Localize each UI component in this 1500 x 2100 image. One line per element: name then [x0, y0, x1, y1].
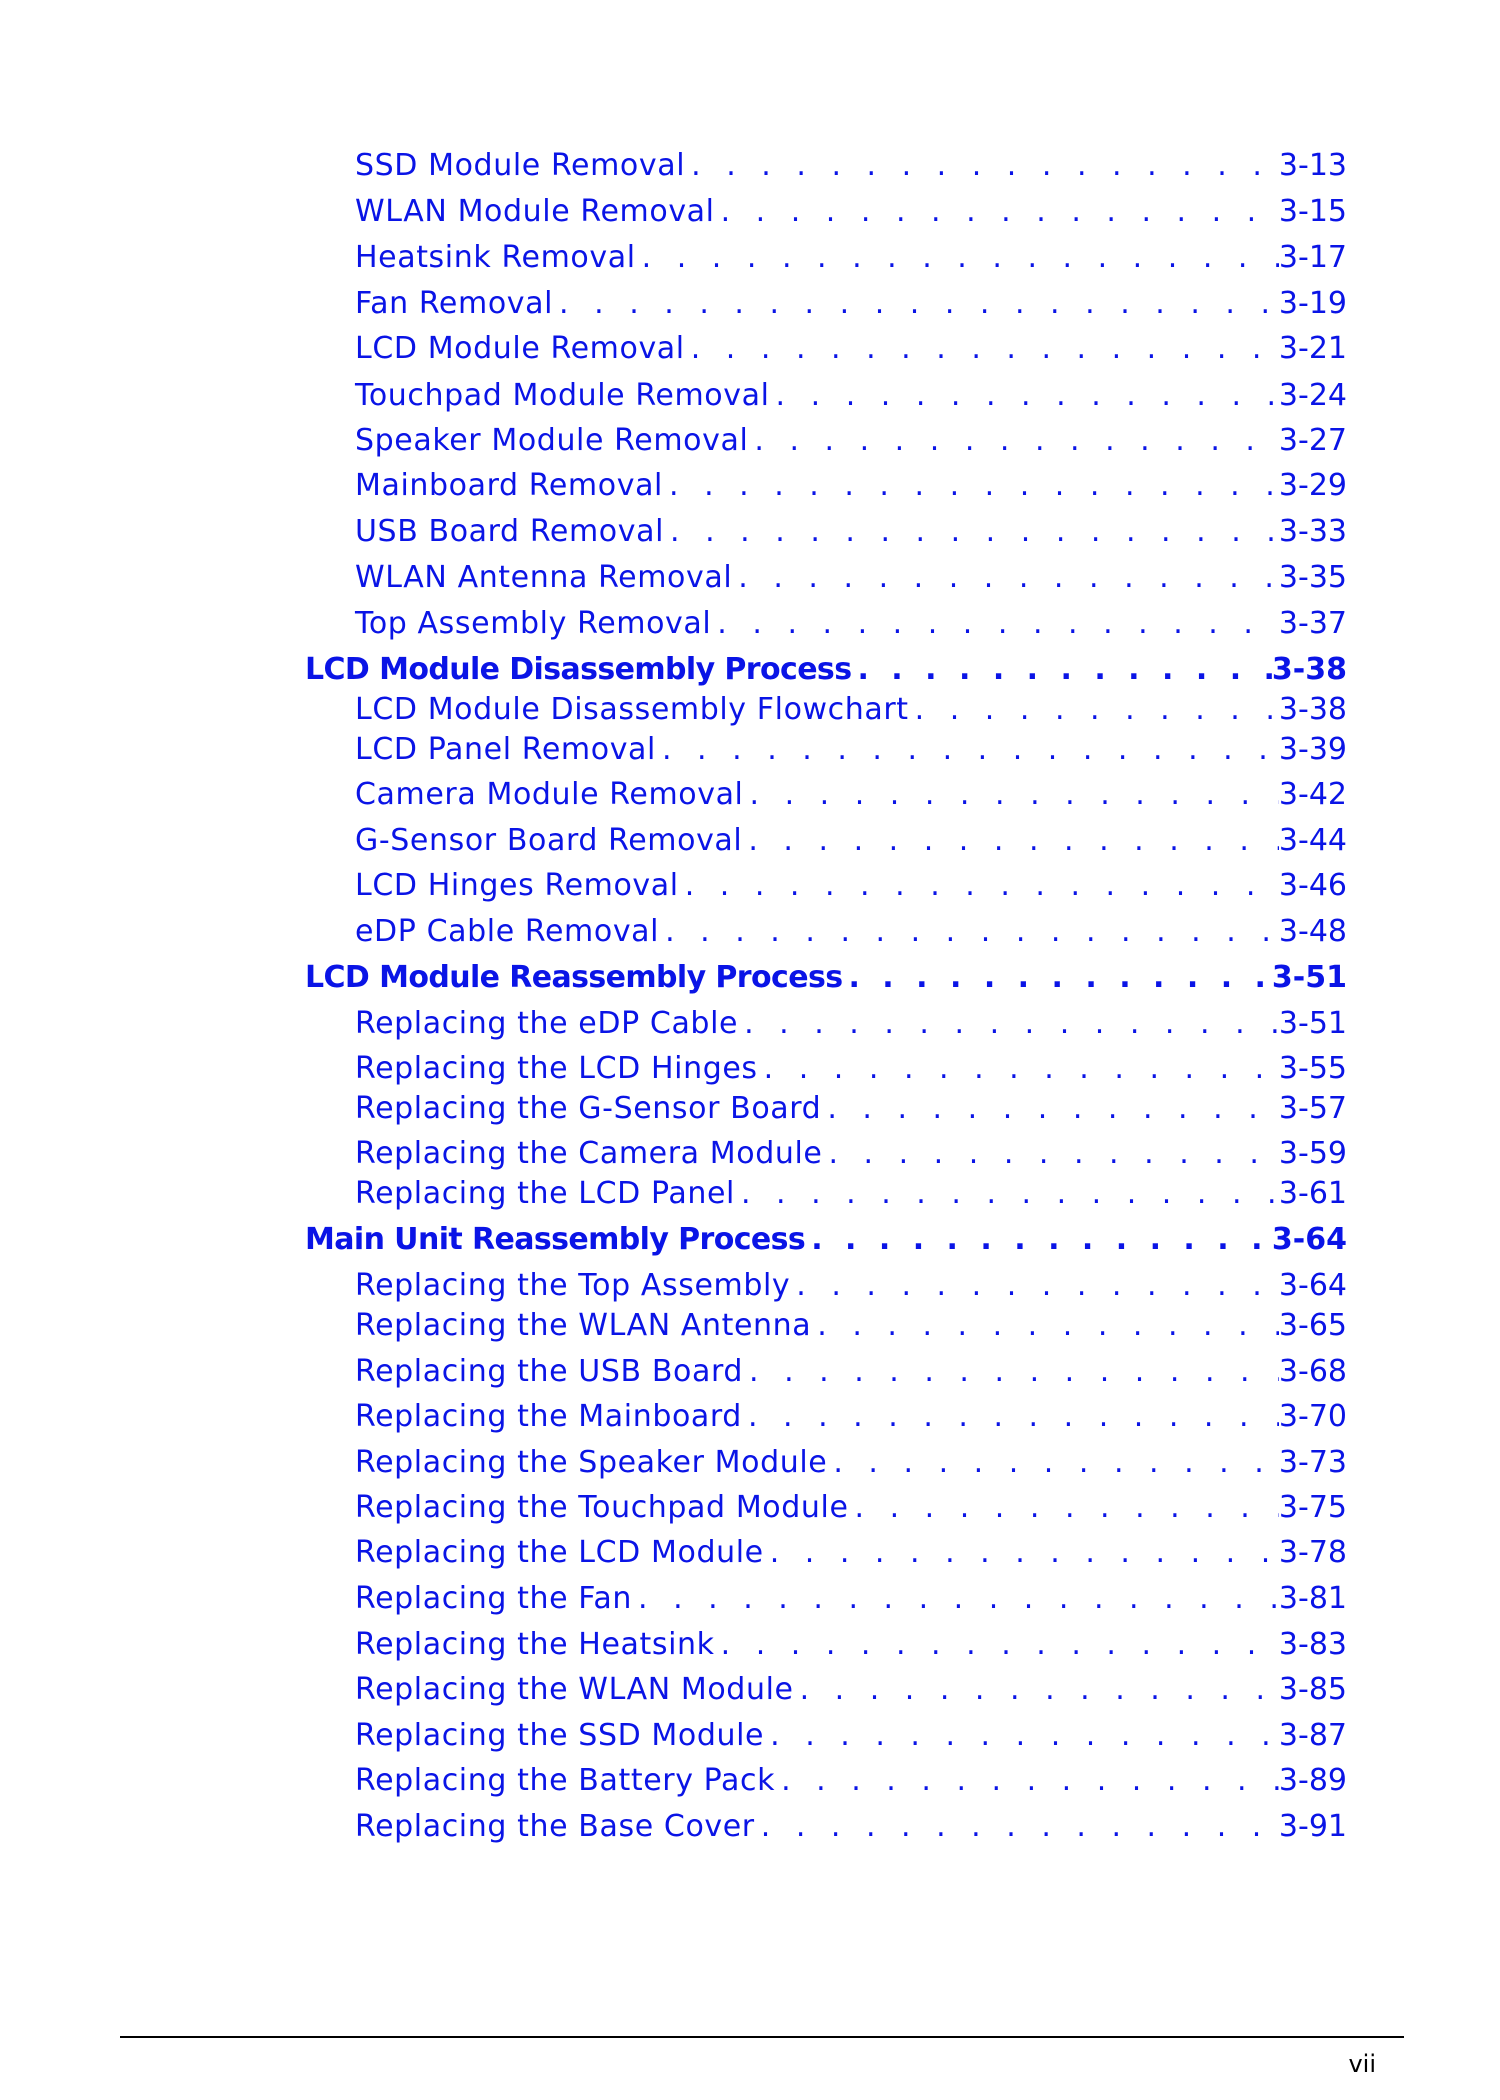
dot-leader: [738, 1006, 1279, 1041]
toc-entry-title: WLAN Module Removal: [355, 194, 715, 229]
toc-entry-title: LCD Panel Removal: [355, 732, 656, 767]
dot-leader: [742, 1399, 1279, 1434]
toc-entry-page-number: 3-64: [1271, 1222, 1347, 1257]
toc-entry-page-number: 3-33: [1278, 514, 1347, 549]
toc-entry-link[interactable]: [355, 286, 1347, 321]
toc-entry-link[interactable]: [355, 1581, 1347, 1616]
toc-entry-link[interactable]: [355, 1445, 1347, 1480]
toc-entry-page-number: 3-42: [1278, 777, 1347, 812]
toc-entry-page-number: 3-24: [1278, 378, 1347, 413]
dot-leader: [822, 1136, 1278, 1171]
toc-entry-link[interactable]: [355, 514, 1347, 549]
toc-entry-title: Heatsink Removal: [355, 240, 636, 275]
toc-entry-page-number: 3-85: [1278, 1672, 1347, 1707]
toc-entry-title: eDP Cable Removal: [355, 914, 660, 949]
toc-entry-title: Camera Module Removal: [355, 777, 744, 812]
toc-entry-page-number: 3-75: [1278, 1490, 1347, 1525]
dot-leader: [755, 1809, 1279, 1844]
toc-entry-page-number: 3-21: [1278, 331, 1347, 366]
toc-entry-link[interactable]: [355, 378, 1347, 413]
toc-entry-page-number: 3-51: [1271, 960, 1347, 995]
dot-leader: [715, 194, 1279, 229]
toc-entry-title: Replacing the WLAN Antenna: [355, 1308, 812, 1343]
toc-entry-title: Main Unit Reassembly Process: [305, 1222, 806, 1257]
dot-leader: [636, 240, 1279, 275]
toc-entry-page-number: 3-35: [1278, 560, 1347, 595]
toc-entry-title: LCD Hinges Removal: [355, 868, 679, 903]
toc-entry-page-number: 3-59: [1278, 1136, 1347, 1171]
toc-entry-link[interactable]: [355, 1051, 1347, 1086]
toc-entry-page-number: 3-64: [1278, 1268, 1347, 1303]
toc-entry-page-number: 3-51: [1278, 1006, 1347, 1041]
toc-entry-link[interactable]: [355, 1809, 1347, 1844]
dot-leader: [735, 1176, 1279, 1211]
toc-entry-page-number: 3-87: [1278, 1718, 1347, 1753]
dot-leader: [758, 1051, 1279, 1086]
toc-entry-link[interactable]: [355, 777, 1347, 812]
dot-leader: [743, 1354, 1279, 1389]
toc-entry-link[interactable]: [355, 1176, 1347, 1211]
dot-leader: [770, 378, 1279, 413]
toc-entry-page-number: 3-55: [1278, 1051, 1347, 1086]
toc-entry-title: Replacing the SSD Module: [355, 1718, 765, 1753]
toc-entry-page-number: 3-44: [1278, 823, 1347, 858]
toc-entry-title: Replacing the Base Cover: [355, 1809, 755, 1844]
toc-entry-title: Replacing the Touchpad Module: [355, 1490, 849, 1525]
toc-entry-link[interactable]: [355, 1490, 1347, 1525]
dot-leader: [849, 1490, 1279, 1525]
toc-entry-page-number: 3-70: [1278, 1399, 1347, 1434]
dot-leader: [821, 1091, 1279, 1126]
toc-entry-title: SSD Module Removal: [355, 148, 686, 183]
toc-entry-title: G-Sensor Board Removal: [355, 823, 743, 858]
toc-section-link[interactable]: [305, 960, 1347, 995]
toc-entry-link[interactable]: [355, 606, 1347, 641]
dot-leader: [659, 914, 1279, 949]
toc-entry-link[interactable]: [355, 1136, 1347, 1171]
toc-entry-page-number: 3-38: [1271, 652, 1347, 687]
toc-entry-link[interactable]: [355, 331, 1347, 366]
toc-entry-page-number: 3-39: [1278, 732, 1347, 767]
toc-entry-title: Replacing the Top Assembly: [355, 1268, 791, 1303]
toc-entry-title: Speaker Module Removal: [355, 423, 749, 458]
toc-entry-link[interactable]: [355, 1308, 1347, 1343]
toc-entry-title: Replacing the USB Board: [355, 1354, 743, 1389]
toc-entry-title: LCD Module Disassembly Flowchart: [355, 692, 909, 727]
toc-entry-page-number: 3-13: [1278, 148, 1347, 183]
toc-entry-page-number: 3-73: [1278, 1445, 1347, 1480]
toc-entry-page-number: 3-57: [1278, 1091, 1347, 1126]
dot-leader: [663, 468, 1279, 503]
dot-leader: [711, 606, 1279, 641]
toc-entry-link[interactable]: [355, 1763, 1347, 1798]
toc-entry-link[interactable]: [355, 1091, 1347, 1126]
dot-leader: [790, 1268, 1279, 1303]
toc-entry-link[interactable]: [355, 732, 1347, 767]
toc-entry-link[interactable]: [355, 692, 1347, 727]
toc-entry-title: LCD Module Removal: [355, 331, 685, 366]
toc-entry-page-number: 3-65: [1278, 1308, 1347, 1343]
toc-entry-title: Replacing the Fan: [355, 1581, 633, 1616]
dot-leader: [748, 423, 1279, 458]
toc-entry-link[interactable]: [355, 823, 1347, 858]
dot-leader: [909, 692, 1279, 727]
toc-entry-title: Top Assembly Removal: [355, 606, 712, 641]
dot-leader: [851, 652, 1271, 687]
toc-entry-title: Replacing the WLAN Module: [355, 1672, 794, 1707]
dot-leader: [794, 1672, 1279, 1707]
toc-entry-link[interactable]: [355, 1354, 1347, 1389]
toc-entry-page-number: 3-38: [1278, 692, 1347, 727]
toc-entry-page-number: 3-48: [1278, 914, 1347, 949]
toc-entry-link[interactable]: [355, 1399, 1347, 1434]
footer-divider: [120, 2036, 1404, 2038]
dot-leader: [764, 1535, 1279, 1570]
dot-leader: [732, 560, 1279, 595]
toc-entry-page-number: 3-37: [1278, 606, 1347, 641]
toc-entry-page-number: 3-15: [1278, 194, 1347, 229]
toc-entry-title: LCD Module Reassembly Process: [305, 960, 843, 995]
dot-leader: [805, 1222, 1272, 1257]
toc-entry-title: Replacing the LCD Module: [355, 1535, 764, 1570]
dot-leader: [664, 514, 1279, 549]
toc-entry-link[interactable]: [355, 1006, 1347, 1041]
toc-entry-link[interactable]: [355, 1718, 1347, 1753]
toc-entry-link[interactable]: [355, 194, 1347, 229]
dot-leader: [742, 823, 1279, 858]
page-number: vii: [1348, 2050, 1376, 2078]
dot-leader: [827, 1445, 1279, 1480]
dot-leader: [842, 960, 1271, 995]
toc-entry-title: Replacing the Heatsink: [355, 1627, 715, 1662]
dot-leader: [685, 331, 1279, 366]
dot-leader: [811, 1308, 1279, 1343]
toc-entry-title: Touchpad Module Removal: [355, 378, 770, 413]
toc-entry-page-number: 3-78: [1278, 1535, 1347, 1570]
toc-entry-page-number: 3-89: [1278, 1763, 1347, 1798]
toc-entry-title: Replacing the Speaker Module: [355, 1445, 828, 1480]
toc-entry-title: LCD Module Disassembly Process: [305, 652, 852, 687]
dot-leader: [553, 286, 1279, 321]
toc-entry-title: Replacing the eDP Cable: [355, 1006, 739, 1041]
toc-entry-page-number: 3-29: [1278, 468, 1347, 503]
toc-entry-title: Replacing the Battery Pack: [355, 1763, 776, 1798]
dot-leader: [715, 1627, 1279, 1662]
toc-entry-link[interactable]: [355, 468, 1347, 503]
toc-entry-page-number: 3-91: [1278, 1809, 1347, 1844]
toc-entry-link[interactable]: [355, 423, 1347, 458]
toc-entry-page-number: 3-68: [1278, 1354, 1347, 1389]
toc-entry-page-number: 3-19: [1278, 286, 1347, 321]
toc-entry-page-number: 3-61: [1278, 1176, 1347, 1211]
toc-entry-link[interactable]: [355, 1672, 1347, 1707]
toc-entry-link[interactable]: [355, 240, 1347, 275]
toc-entry-title: Fan Removal: [355, 286, 554, 321]
dot-leader: [775, 1763, 1279, 1798]
dot-leader: [744, 777, 1279, 812]
dot-leader: [656, 732, 1279, 767]
dot-leader: [685, 148, 1279, 183]
toc-entry-link[interactable]: [355, 1535, 1347, 1570]
toc-entry-page-number: 3-46: [1278, 868, 1347, 903]
toc-section-link[interactable]: [305, 1222, 1347, 1257]
toc-entry-link[interactable]: [355, 148, 1347, 183]
toc-entry-page-number: 3-81: [1278, 1581, 1347, 1616]
toc-entry-title: Replacing the Camera Module: [355, 1136, 823, 1171]
toc-entry-page-number: 3-83: [1278, 1627, 1347, 1662]
toc-entry-title: Replacing the LCD Hinges: [355, 1051, 758, 1086]
toc-section-link[interactable]: [305, 652, 1347, 687]
toc-entry-link[interactable]: [355, 914, 1347, 949]
toc-entry-page-number: 3-17: [1278, 240, 1347, 275]
toc-entry-link[interactable]: [355, 868, 1347, 903]
toc-entry-link[interactable]: [355, 560, 1347, 595]
dot-leader: [679, 868, 1279, 903]
toc-entry-title: Replacing the G-Sensor Board: [355, 1091, 822, 1126]
toc-entry-link[interactable]: [355, 1627, 1347, 1662]
dot-leader: [632, 1581, 1279, 1616]
toc-entry-link[interactable]: [355, 1268, 1347, 1303]
toc-entry-title: WLAN Antenna Removal: [355, 560, 733, 595]
toc-entry-page-number: 3-27: [1278, 423, 1347, 458]
toc-entry-title: Mainboard Removal: [355, 468, 663, 503]
dot-leader: [764, 1718, 1279, 1753]
toc-entry-title: USB Board Removal: [355, 514, 665, 549]
toc-entry-title: Replacing the LCD Panel: [355, 1176, 735, 1211]
toc-entry-title: Replacing the Mainboard: [355, 1399, 742, 1434]
